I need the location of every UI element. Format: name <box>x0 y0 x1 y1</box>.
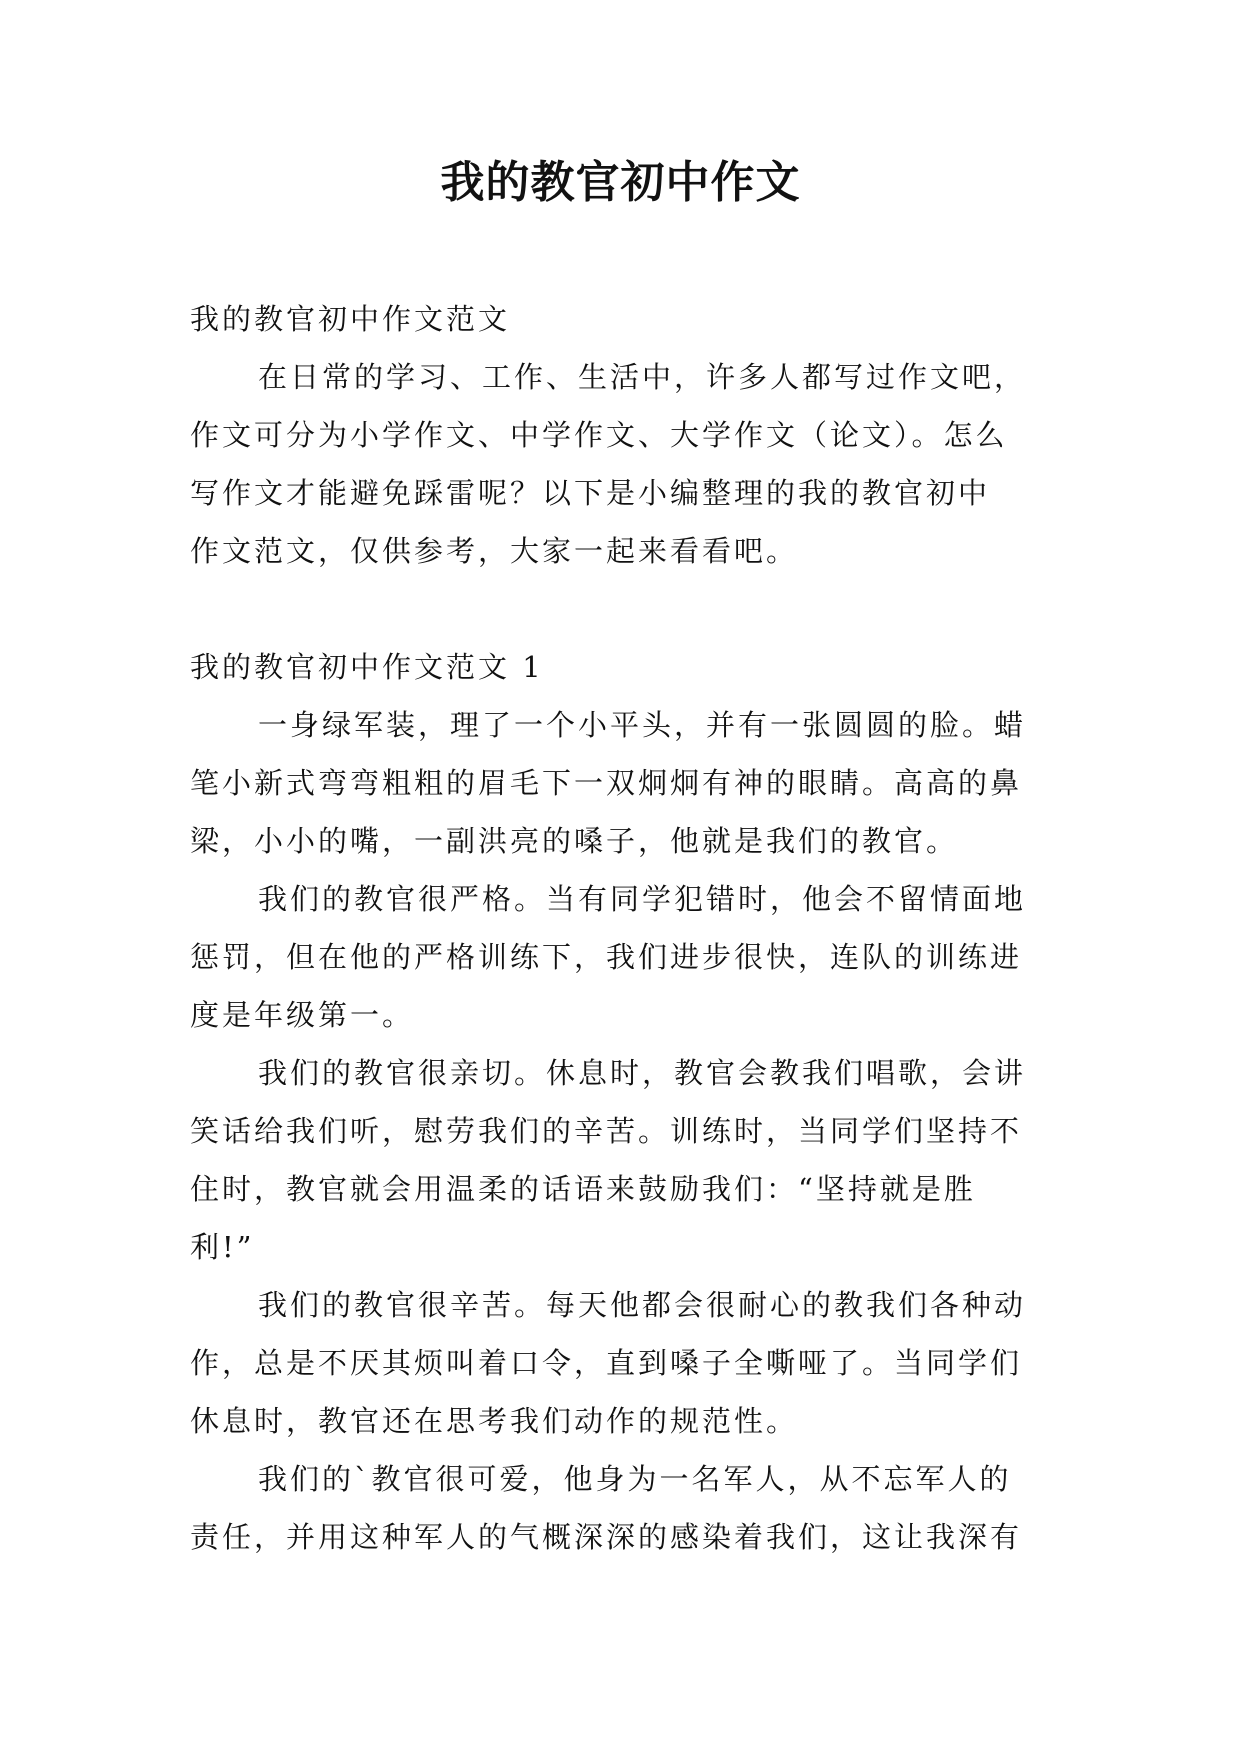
paragraph-line: 惩罚，但在他的严格训练下，我们进步很快，连队的训练进 <box>190 940 1023 974</box>
essay1-paragraph-2 <box>190 870 1070 1044</box>
paragraph-line: 笔小新式弯弯粗粗的眉毛下一双炯炯有神的眼睛。高高的鼻 <box>190 766 1023 800</box>
essay1-paragraph-1 <box>190 696 1070 870</box>
paragraph-line: 我们的教官很辛苦。每天他都会很耐心的教我们各种动 <box>258 1288 1027 1322</box>
paragraph-line: 写作文才能避免踩雷呢？以下是小编整理的我的教官初中 <box>190 476 991 510</box>
intro-heading: 我的教官初中作文范文 <box>190 302 511 336</box>
paragraph-line: 梁，小小的嘴，一副洪亮的嗓子，他就是我们的教官。 <box>190 824 959 858</box>
paragraph-line: 作文范文，仅供参考，大家一起来看看吧。 <box>190 534 799 568</box>
section-gap <box>190 580 1070 638</box>
paragraph-line: 责任，并用这种军人的气概深深的感染着我们，这让我深有 <box>190 1520 1023 1554</box>
paragraph-line: 一身绿军装，理了一个小平头，并有一张圆圆的脸。蜡 <box>258 708 1027 742</box>
paragraph-line: 作，总是不厌其烦叫着口令，直到嗓子全嘶哑了。当同学们 <box>190 1346 1023 1380</box>
paragraph-line: 休息时，教官还在思考我们动作的规范性。 <box>190 1404 799 1438</box>
paragraph-line: 住时，教官就会用温柔的话语来鼓励我们：“坚持就是胜 <box>190 1172 976 1206</box>
essay1-heading: 我的教官初中作文范文 1 <box>190 650 544 684</box>
paragraph-line: 笑话给我们听，慰劳我们的辛苦。训练时，当同学们坚持不 <box>190 1114 1023 1148</box>
paragraph-line: 利!” <box>190 1230 255 1264</box>
paragraph-line: 在日常的学习、工作、生活中，许多人都写过作文吧， <box>258 360 1027 394</box>
paragraph-line: 我们的`教官很可爱，他身为一名军人，从不忘军人的 <box>258 1462 1012 1496</box>
essay1-paragraph-4 <box>190 1276 1070 1450</box>
paragraph-line: 度是年级第一。 <box>190 998 415 1032</box>
paragraph-line: 我们的教官很严格。当有同学犯错时，他会不留情面地 <box>258 882 1027 916</box>
paragraph-line: 我们的教官很亲切。休息时，教官会教我们唱歌，会讲 <box>258 1056 1027 1090</box>
intro-paragraph <box>190 348 1070 580</box>
document-title: 我的教官初中作文 <box>440 157 801 208</box>
document-body <box>190 290 1070 1566</box>
paragraph-line: 作文可分为小学作文、中学作文、大学作文（论文）。怎么 <box>190 418 1008 452</box>
essay1-paragraph-5 <box>190 1450 1070 1566</box>
essay1-paragraph-3 <box>190 1044 1070 1276</box>
